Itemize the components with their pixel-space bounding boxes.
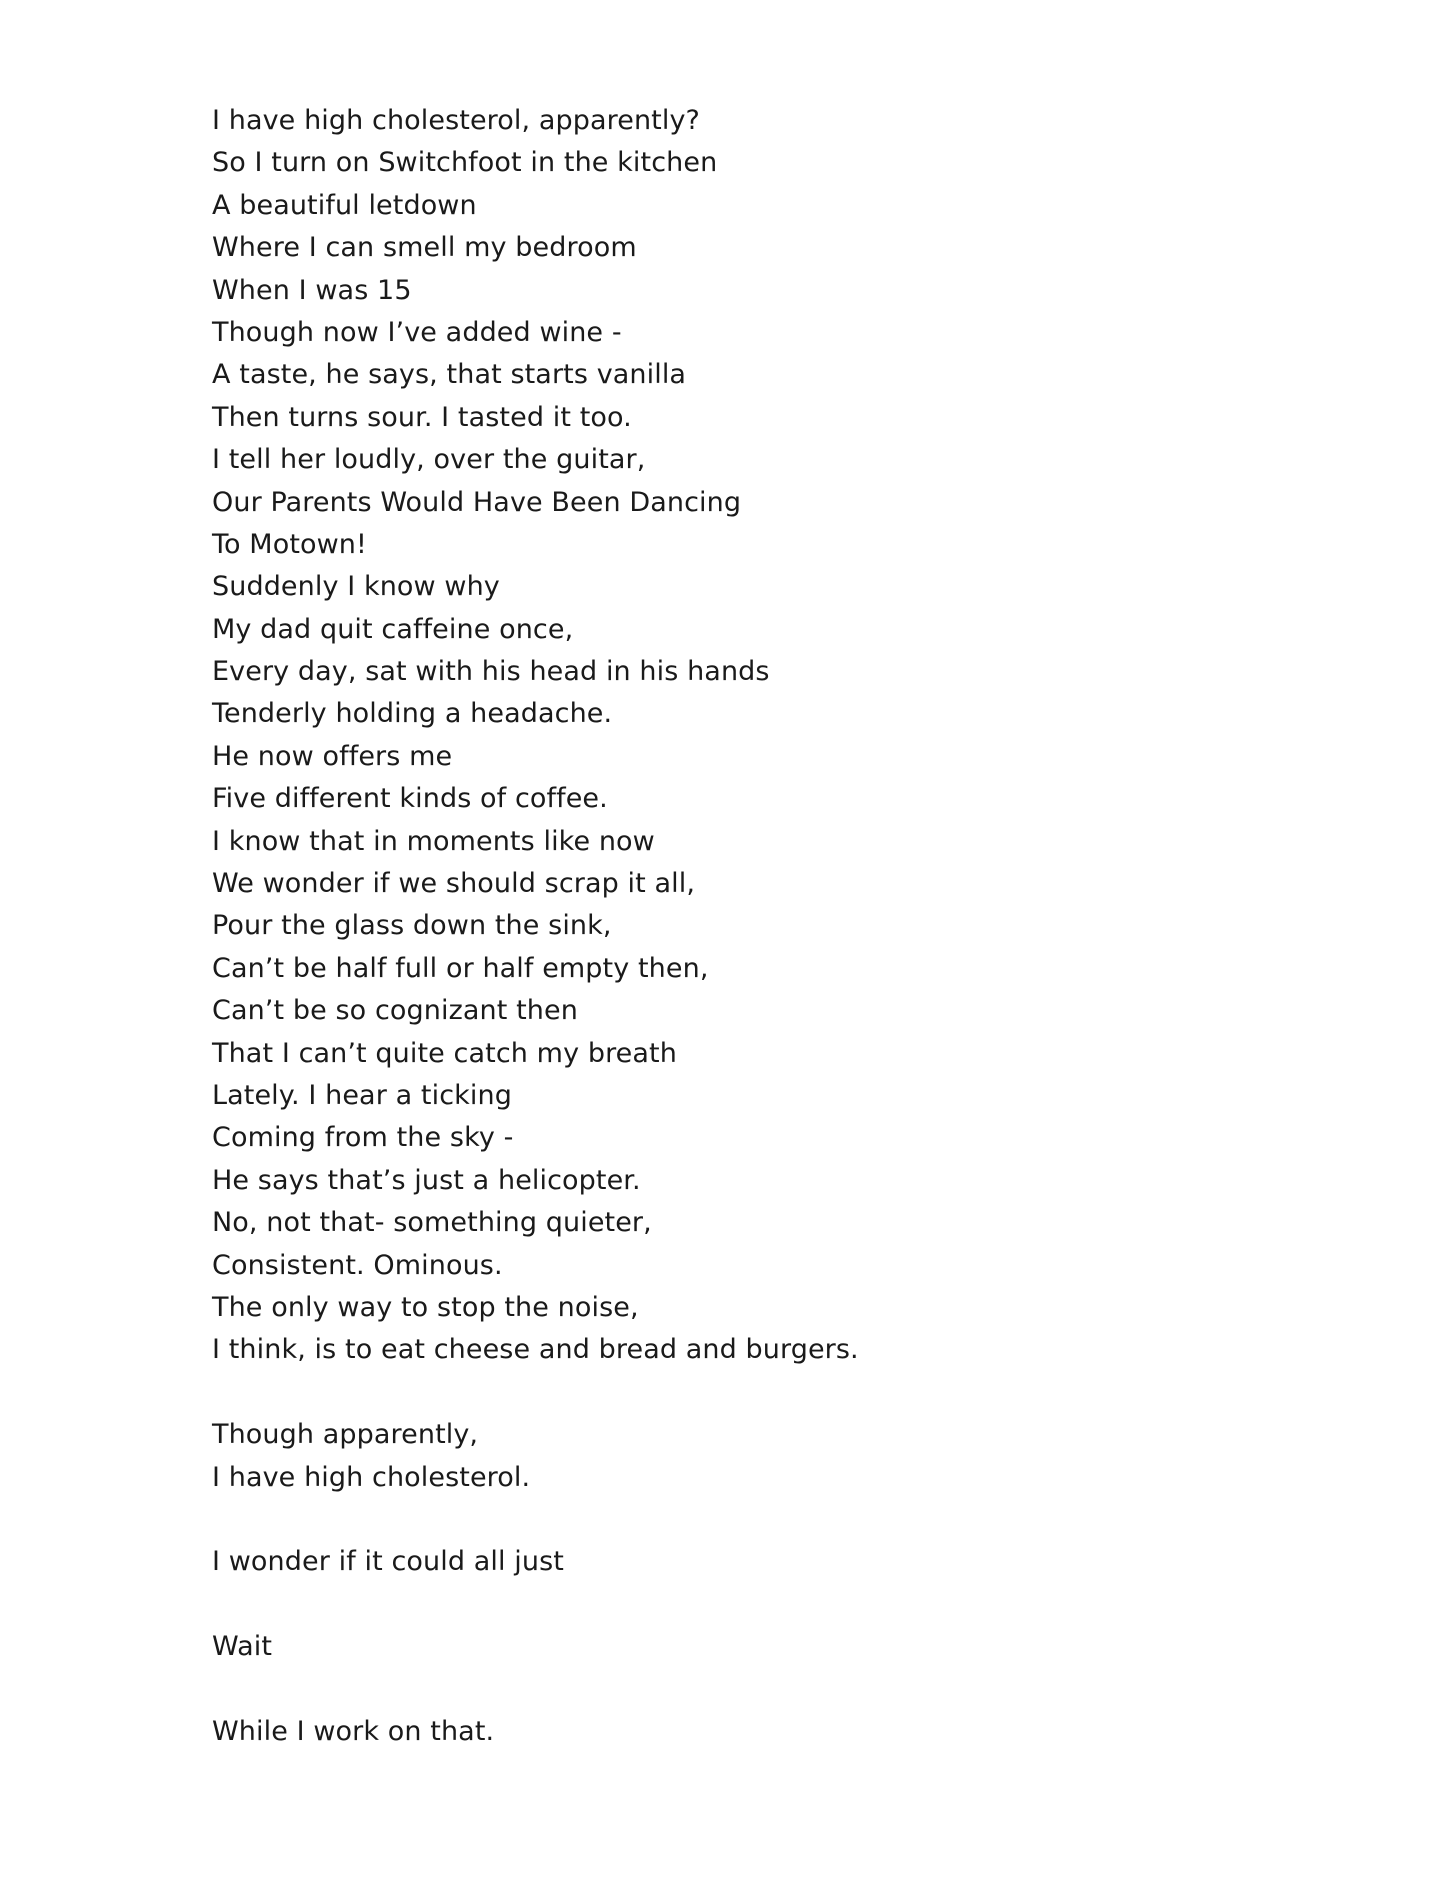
poem-line: The only way to stop the noise, xyxy=(212,1291,639,1323)
poem-line: Though now I’ve added wine - xyxy=(212,316,622,348)
poem-line: Our Parents Would Have Been Dancing xyxy=(212,486,742,518)
poem-line: Where I can smell my bedroom xyxy=(212,232,637,264)
poem-line: Though apparently, xyxy=(212,1419,479,1451)
poem-line: I wonder if it could all just xyxy=(212,1546,564,1578)
poem-line: A taste, he says, that starts vanilla xyxy=(212,359,687,391)
stanza-break xyxy=(212,1584,1252,1626)
poem-line: Can’t be so cognizant then xyxy=(212,995,578,1027)
poem-line: When I was 15 xyxy=(212,274,412,306)
stanza-break xyxy=(212,1499,1252,1541)
poem-line: So I turn on Switchfoot in the kitchen xyxy=(212,147,718,179)
stanza-4 xyxy=(212,1626,1252,1668)
poem-line: He now offers me xyxy=(212,740,453,772)
poem-line: To Motown! xyxy=(212,528,367,560)
poem-line: I have high cholesterol. xyxy=(212,1461,531,1493)
poem-line: We wonder if we should scrap it all, xyxy=(212,868,696,900)
poem-line: Tenderly holding a headache. xyxy=(212,698,613,730)
poem-line: Five different kinds of coffee. xyxy=(212,783,608,815)
poem-line: Wait xyxy=(212,1631,273,1663)
stanza-break xyxy=(212,1668,1252,1710)
poem-body xyxy=(212,100,1252,1753)
poem-line: Consistent. Ominous. xyxy=(212,1249,503,1281)
stanza-break xyxy=(212,1372,1252,1414)
poem-line: While I work on that. xyxy=(212,1715,495,1747)
poem-line: I think, is to eat cheese and bread and burgers. xyxy=(212,1334,859,1366)
poem-line: Suddenly I know why xyxy=(212,571,500,603)
poem-line: A beautiful letdown xyxy=(212,189,477,221)
poem-line: Lately. I hear a ticking xyxy=(212,1079,512,1111)
poem-line: Pour the glass down the sink, xyxy=(212,910,612,942)
poem-line: That I can’t quite catch my breath xyxy=(212,1037,677,1069)
poem-line: I know that in moments like now xyxy=(212,825,655,857)
poem-line: Then turns sour. I tasted it too. xyxy=(212,401,632,433)
poem-line: Every day, sat with his head in his hands xyxy=(212,656,770,688)
poem-line: Can’t be half full or half empty then, xyxy=(212,952,709,984)
stanza-5 xyxy=(212,1711,1252,1753)
stanza-2 xyxy=(212,1414,1252,1499)
poem-line: I have high cholesterol, apparently? xyxy=(212,105,700,136)
poem-line: Coming from the sky - xyxy=(212,1122,514,1154)
stanza-1 xyxy=(212,100,1252,1372)
poem-line: I tell her loudly, over the guitar, xyxy=(212,444,646,476)
poem-line: My dad quit caffeine once, xyxy=(212,613,574,645)
stanza-3 xyxy=(212,1541,1252,1583)
poem-line: No, not that- something quieter, xyxy=(212,1207,652,1239)
poem-line: He says that’s just a helicopter. xyxy=(212,1164,641,1196)
